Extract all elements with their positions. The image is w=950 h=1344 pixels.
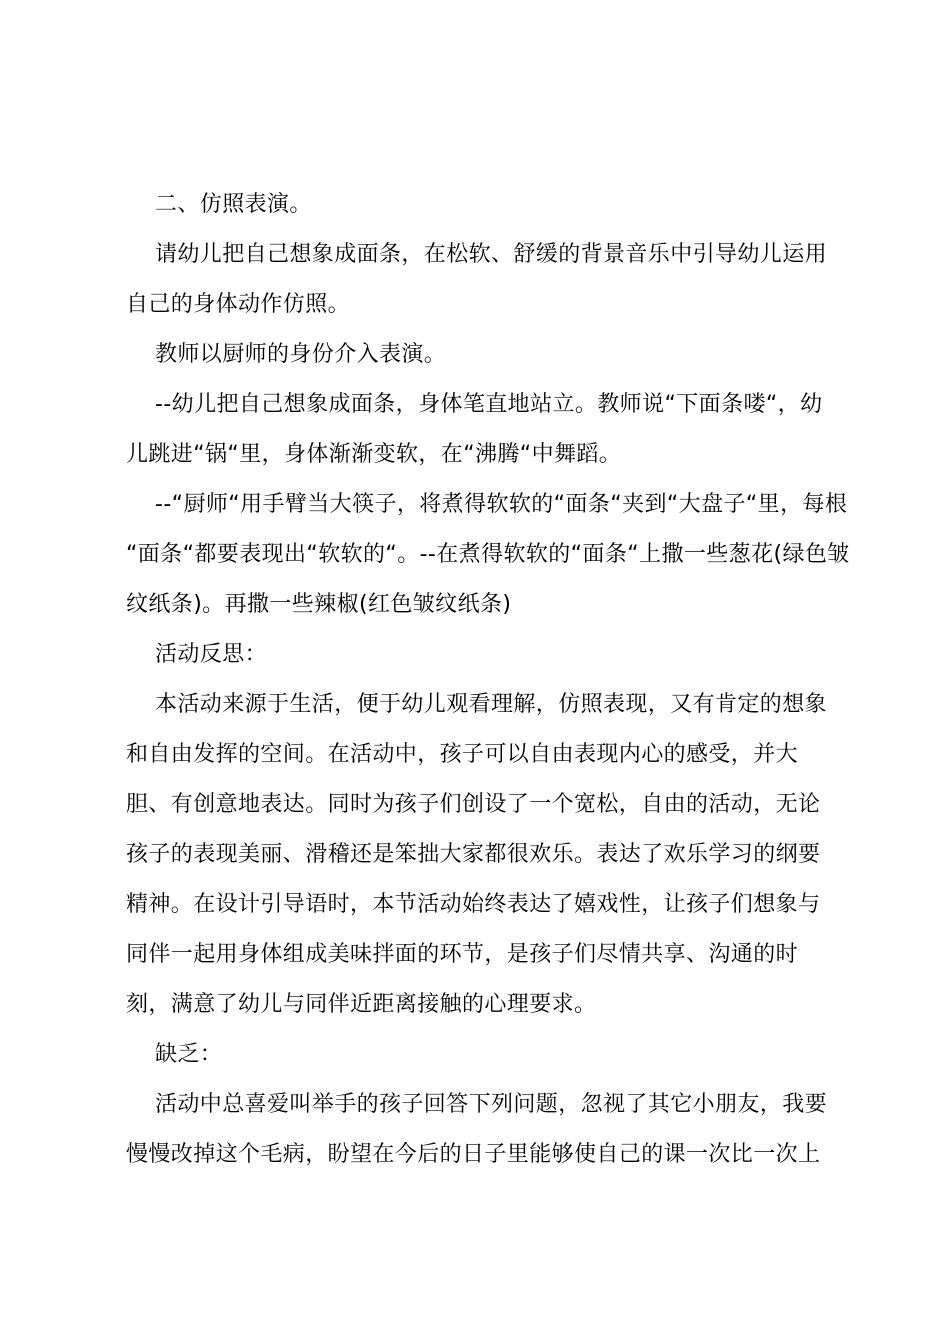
text-line: --“厨师“用手臂当大筷子，将煮得软软的“面条“夹到“大盘子“里，每根 (155, 492, 848, 517)
shortcoming-heading (126, 1030, 832, 1080)
text-line: 孩子的表现美丽、滑稽还是笨拙大家都很欢乐。表达了欢乐学习的纲要 (126, 842, 821, 867)
text-line: 和自由发挥的空间。在活动中，孩子可以自由表现内心的感受，并大 (126, 742, 799, 767)
text-line: 同伴一起用身体组成美味拌面的环节，是孩子们尽情共享、沟通的时 (126, 942, 799, 967)
text-line: 慢慢改掉这个毛病，盼望在今后的日子里能够使自己的课一次比一次上 (126, 1142, 821, 1167)
paragraph-reflection-body (126, 680, 832, 1030)
text-line: 胆、有创意地表达。同时为孩子们创设了一个宽松，自由的活动，无论 (126, 792, 821, 817)
text-line: 缺乏： (155, 1042, 223, 1067)
text-line: 刻，满意了幼儿与同伴近距离接触的心理要求。 (126, 992, 597, 1017)
paragraph-step-one (126, 380, 832, 480)
paragraph-intro (126, 230, 832, 330)
paragraph-shortcoming-body (126, 1080, 832, 1180)
text-line: --幼儿把自己想象成面条，身体笔直地站立。教师说“下面条喽“，幼 (155, 392, 823, 417)
text-line: 本活动来源于生活，便于幼儿观看理解，仿照表现，又有肯定的想象 (155, 692, 828, 717)
paragraph-teacher-role (126, 330, 832, 380)
text-line: “面条“都要表现出“软软的“。--在煮得软软的“面条“上撒一些葱花(绿色皱 (126, 542, 850, 567)
text-line: 纹纸条)。再撒一些辣椒(红色皱纹纸条) (126, 592, 512, 617)
text-line: 活动反思： (155, 642, 268, 667)
section-heading (126, 180, 832, 230)
paragraph-step-two (126, 480, 850, 630)
text-line: 教师以厨师的身份介入表演。 (155, 342, 447, 367)
text-line: 二、仿照表演。 (155, 192, 312, 217)
text-line: 儿跳进“锅“里，身体渐渐变软，在“沸腾“中舞蹈。 (126, 442, 622, 467)
reflection-heading (126, 630, 832, 680)
text-line: 请幼儿把自己想象成面条，在松软、舒缓的背景音乐中引导幼儿运用 (155, 242, 828, 267)
text-line: 精神。在设计引导语时，本节活动始终表达了嬉戏性，让孩子们想象与 (126, 892, 821, 917)
document-body (126, 180, 850, 1180)
text-line: 自己的身体动作仿照。 (126, 292, 351, 317)
text-line: 活动中总喜爱叫举手的孩子回答下列问题，忽视了其它小朋友，我要 (155, 1092, 828, 1117)
